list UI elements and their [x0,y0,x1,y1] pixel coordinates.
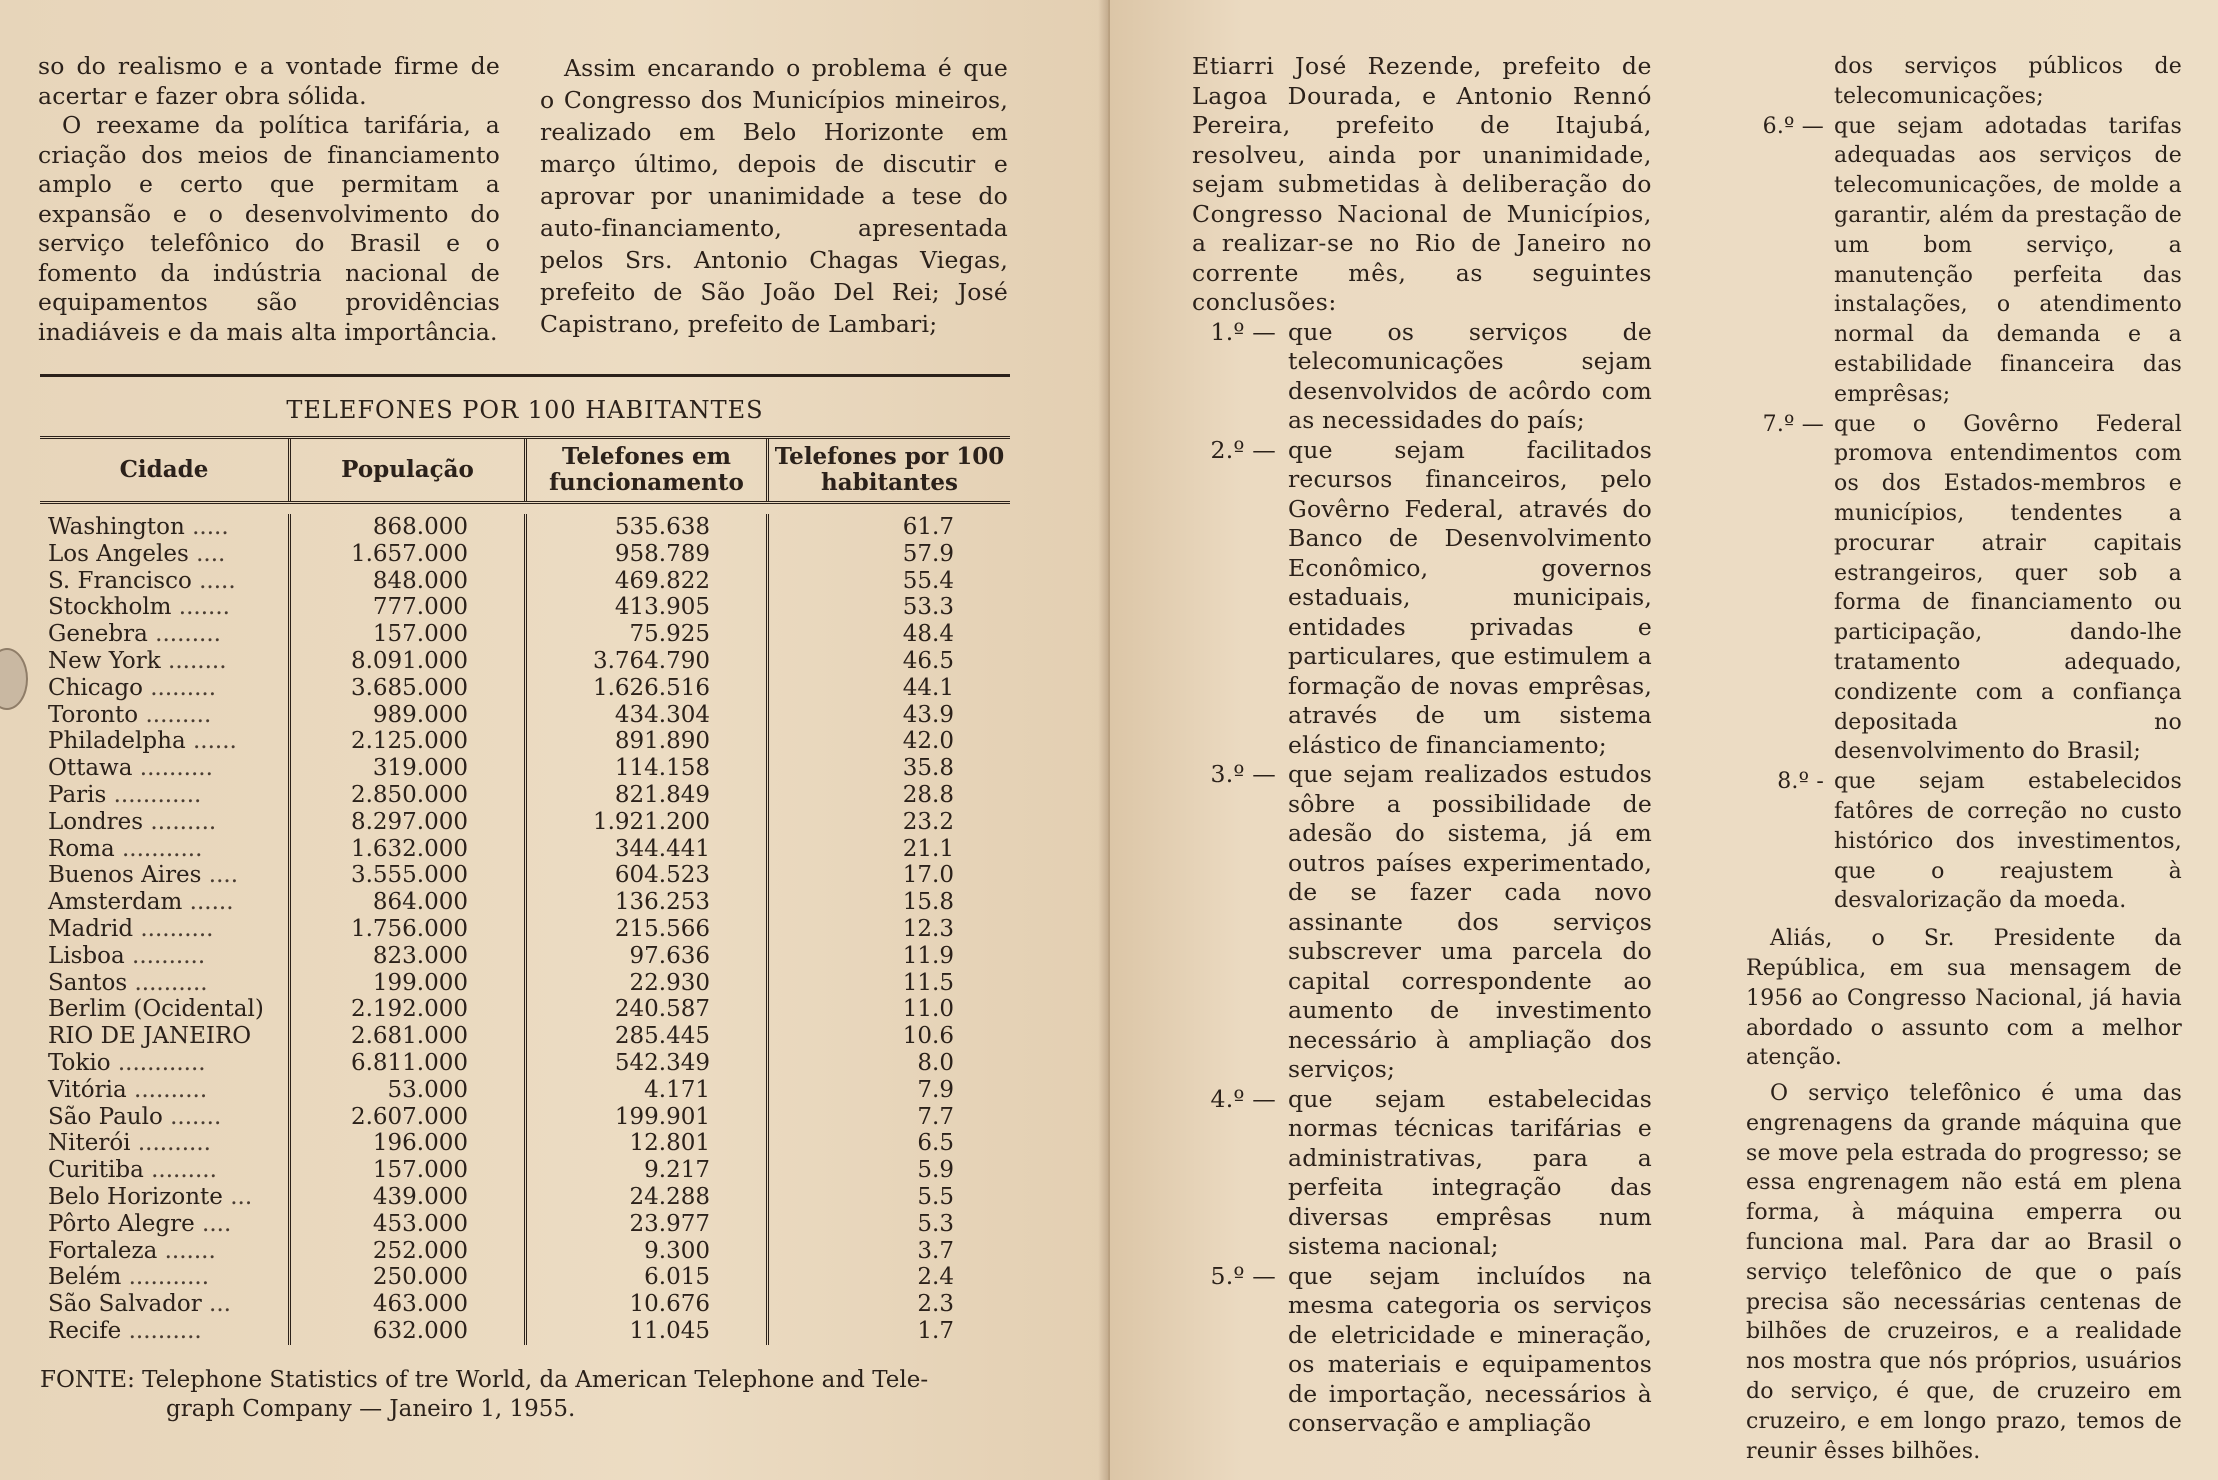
table-cell-population: 632.000 [372,1317,468,1344]
city-name: Vitória [48,1076,127,1103]
source-line-1: FONTE: Telephone Statistics of tre World, da American Telephone and Tele- [40,1367,929,1393]
table-cell-phones: 958.789 [614,540,710,567]
leader-dots: ....... [162,1103,222,1130]
table-title: TELEFONES POR 100 HABITANTES [286,396,764,424]
table-cell-per100: 11.5 [902,969,954,996]
leader-dots: ....... [171,594,230,621]
table-cell-population: 3.685.000 [350,674,468,701]
table-cell-city [48,1264,288,1291]
list-item-text: que os serviços de telecomunicações sejam desenvolvidos de acôrdo com as necessidades do país; [1288,317,1652,434]
table-cell-population: 53.000 [387,1076,468,1103]
table-cell-city [48,809,288,836]
city-name: New York [48,647,161,674]
list-item-text: que sejam incluídos na mesma categoria os serviços de eletricidade e mineração, os materiais e equipamentos de importação, necessários à conservação e ampliação [1288,1261,1652,1437]
table-cell-population: 157.000 [372,621,468,648]
leader-dots: .......... [130,1130,211,1157]
table-cell-city [48,1238,288,1265]
leader-dots: ...... [185,728,237,755]
city-name: Washington [48,514,185,540]
table-cell-per100: 1.7 [917,1317,954,1344]
leader-dots: ..... [184,514,229,540]
population-column [288,514,524,1345]
table-cell-population: 1.657.000 [350,540,468,567]
table-cell-city [48,728,288,755]
per100-column [766,514,1010,1345]
table-cell-population: 8.091.000 [350,647,468,674]
table-cell-city [48,1104,288,1131]
leader-dots: .......... [133,915,214,942]
city-name: Los Angeles [48,540,189,567]
list-item [1192,318,1652,436]
left-text-column-2 [540,52,1008,340]
table-cell-per100: 7.9 [917,1076,954,1103]
table-cell-city [48,889,288,916]
table-cell-per100: 28.8 [902,781,954,808]
city-name: Ottawa [48,755,133,782]
list-item [1192,436,1652,761]
table-cell-population: 453.000 [372,1210,468,1237]
paragraph: Aliás, o Sr. Presidente da República, em sua mensagem de 1956 ao Congresso Nacional, já havia abordado o assunto com a melhor atenção. [1746,926,2182,1071]
city-name: Recife [48,1317,122,1344]
leader-dots: .... [201,862,239,889]
left-text-column-1 [38,52,500,347]
table-cell-per100: 15.8 [902,889,954,916]
table-cell-phones: 3.764.790 [592,647,710,674]
city-name: Philadelpha [48,728,186,755]
table-cell-city [48,1130,288,1157]
list-item-text: que sejam estabelecidas normas técnicas tarifárias e administrativas, para a perfeita integração das diversas emprêsas num sistema nacional; [1288,1084,1652,1260]
leader-dots: ........ [160,647,227,674]
table-cell-per100: 17.0 [902,862,954,889]
table-cell-phones: 6.015 [644,1264,710,1291]
leader-dots: ......... [143,1157,217,1184]
table-cell-city [48,1050,288,1077]
leader-dots: ............ [106,781,202,808]
city-name: Santos [48,969,128,996]
table-cell-phones: 1.626.516 [592,674,710,701]
list-item [1192,760,1652,1085]
table-cell-phones: 75.925 [629,621,710,648]
city-name: Paris [48,781,107,808]
table-cell-phones: 23.977 [629,1210,710,1237]
table-cell-phones: 136.253 [614,889,710,916]
table-cell-city [48,594,288,621]
table-cell-phones: 24.288 [629,1183,710,1210]
table-cell-phones: 97.636 [629,942,710,969]
paragraph: Etiarri José Rezende, prefeito de Lagoa Dourada, e Antonio Rennó Pereira, prefeito de Itajubá, resolveu, ainda por unanimidade, sejam submetidas à deliberação do Congresso Nacional de Municípios, a realizar-se no Rio de Janeiro no corrente mês, as seguintes conclusões: [1192,52,1652,316]
leader-dots: .......... [126,1076,208,1103]
city-name: Niterói [48,1130,131,1157]
table-cell-phones: 469.822 [614,567,710,594]
table-cell-city [48,755,288,782]
table-cell-city [48,916,288,943]
table-cell-per100: 11.9 [902,942,954,969]
table-cell-city [48,568,288,595]
table-cell-city [48,514,288,541]
table-cell-city [48,1157,288,1184]
list-item-number: 3.º — [1210,760,1276,788]
leader-dots: ..... [191,567,236,594]
city-name: São Salvador [48,1291,202,1318]
table-cell-population: 1.756.000 [350,915,468,942]
table-cell-population: 3.555.000 [350,862,468,889]
table-source [40,1366,1020,1424]
paragraph: Assim encarando o problema é que o Congresso dos Municípios mineiros, realizado em Belo Horizonte em março último, depois de discutir e aprovar por unanimidade a tese do auto-financiamento, apresentada pelos Srs. Antonio Chagas Viegas, prefeito de São João Del Rei; José Capistrano, prefeito de Lambari; [540,54,1008,338]
leader-dots: ... [222,1183,253,1210]
conclusions-list-1 [1192,318,1652,1439]
list-item [1192,1085,1652,1262]
table-cell-phones: 604.523 [614,862,710,889]
table-cell-population: 6.811.000 [350,1049,468,1076]
paragraph: so do realismo e a vontade firme de acertar e fazer obra sólida. [38,52,500,110]
table-cell-population: 250.000 [372,1264,468,1291]
leader-dots: .... [188,540,226,567]
city-name: Belo Horizonte [48,1183,223,1210]
header-cidade: Cidade [119,456,209,483]
source-line-2: graph Company — Janeiro 1, 1955. [166,1396,576,1422]
city-name: RIO DE JANEIRO [48,1023,252,1050]
table-cell-phones: 535.638 [614,514,710,540]
city-name: Tokio [48,1049,111,1076]
table-cell-per100: 44.1 [902,674,954,701]
table-cell-population: 157.000 [372,1157,468,1184]
table-cell-population: 823.000 [372,942,468,969]
leader-dots: ......... [147,621,221,648]
list-item-number: 2.º — [1210,435,1276,464]
city-name: Londres [48,808,144,835]
list-item-number: 8.º - [1777,769,1824,795]
table-cell-population: 196.000 [372,1130,468,1157]
table-cell-city [48,1023,288,1050]
table-cell-phones: 11.045 [629,1317,710,1344]
table-cell-phones: 199.901 [614,1103,710,1130]
table-cell-city [48,1211,288,1238]
paragraph: O serviço telefônico é uma das engrenagens da grande máquina que se move pela estrada do progresso; se essa engrenagem não está em plena forma, à máquina emperra ou funciona mal. Para dar ao Brasil o serviço telefônico de que o país precisa são necessárias centenas de bilhões de cruzeiros, e a realidade nos mostra que nós próprios, usuários do serviço, é que, de cruzeiro em cruzeiro, e em longo prazo, temos de reunir êsses bilhões. [1746,1081,2182,1464]
table-cell-per100: 3.7 [917,1237,954,1264]
conclusions-list-2 [1746,112,2182,917]
table-cell-phones: 891.890 [614,728,710,755]
city-name: Curitiba [48,1157,144,1184]
city-name: Pôrto Alegre [48,1210,195,1237]
table-cell-per100: 46.5 [902,647,954,674]
section-divider [40,374,1010,377]
right-text-column-1 [1192,52,1652,1439]
table-cell-population: 2.607.000 [350,1103,468,1130]
list-item-number: 4.º — [1210,1084,1276,1113]
list-item-text: que sejam realizados estudos sôbre a possibilidade de adesão do sistema, já em outros países experimentado, de se fazer cada novo assinante dos serviços subscrever uma parcela do capital correspondente ao aumento de investimento necessário à ampliação dos serviços; [1288,760,1652,1083]
table-cell-per100: 35.8 [902,755,954,782]
leader-dots: .......... [121,1317,202,1344]
city-name: São Paulo [48,1103,163,1130]
table-cell-population: 777.000 [372,594,468,621]
list-item-number: 6.º — [1762,113,1824,139]
header-telefones-por-100: Telefones por 100 habitantes [766,439,1010,501]
city-name: Stockholm [48,594,172,621]
table-cell-phones: 434.304 [614,701,710,728]
leader-dots: ...... [182,889,234,916]
list-item [1746,767,2182,916]
table-cell-city [48,648,288,675]
table-cell-per100: 23.2 [902,808,954,835]
table-cell-per100: 48.4 [902,621,954,648]
table-cell-population: 864.000 [372,889,468,916]
table-cell-per100: 2.3 [917,1291,954,1318]
phones-column [524,514,766,1345]
table-cell-per100: 53.3 [902,594,954,621]
list-item-number: 1.º — [1210,317,1276,346]
table-cell-phones: 9.300 [644,1237,710,1264]
list-continuation: dos serviços públicos de telecomunicações; [1834,54,2182,109]
list-item [1192,1262,1652,1439]
table-cell-phones: 10.676 [629,1291,710,1318]
table-cell-city [48,1291,288,1318]
table-header [40,439,1010,504]
table-cell-population: 8.297.000 [350,808,468,835]
leader-dots: ......... [142,674,217,701]
list-item-text: que o Govêrno Federal promova entendimentos com os dos Estados-membros e municípios, tendentes a procurar atrair capitais estrangeiros, quer sob a forma de financiamento ou participação, dando-lhe tratamento adequado, condizente com a confiança depositada no desenvolvimento do Brasil; [1834,411,2182,765]
table-cell-population: 463.000 [372,1291,468,1318]
table-cell-population: 2.192.000 [350,996,468,1023]
table-cell-per100: 55.4 [902,567,954,594]
list-item [1746,112,2182,410]
table-cell-city [48,943,288,970]
table-cell-population: 2.850.000 [350,781,468,808]
table-cell-per100: 8.0 [917,1049,954,1076]
table-cell-city [48,1318,288,1345]
list-item-number: 5.º — [1210,1261,1276,1290]
city-name: Genebra [48,621,148,648]
table-cell-per100: 6.5 [917,1130,954,1157]
table-cell-city [48,782,288,809]
table-cell-population: 319.000 [372,755,468,782]
table-cell-city [48,862,288,889]
table-cell-city [48,621,288,648]
list-item-text: que sejam facilitados recursos financeiros, pelo Govêrno Federal, através do Banco de Desenvolvimento Econômico, governos estaduais, municipais, entidades privadas e particulares, que estimulem a formação de novas emprêsas, através de um sistema elástico de financiamento; [1288,435,1652,759]
city-name: Belém [48,1264,122,1291]
table-cell-per100: 61.7 [902,514,954,540]
table-cell-city [48,541,288,568]
right-page [1110,0,2218,1480]
table-cell-city [48,970,288,997]
table-cell-population: 252.000 [372,1237,468,1264]
table-cell-phones: 9.217 [644,1157,710,1184]
table-cell-per100: 57.9 [902,540,954,567]
table-cell-phones: 344.441 [614,835,710,862]
city-name: Chicago [48,674,143,701]
table-cell-population: 2.681.000 [350,1023,468,1050]
table-cell-phones: 285.445 [614,1023,710,1050]
right-text-column-2 [1746,52,2182,1466]
table-cell-per100: 21.1 [902,835,954,862]
table-cell-city [48,1184,288,1211]
leader-dots: .......... [132,755,213,782]
leader-dots: ... [201,1291,231,1318]
list-item [1746,410,2182,768]
list-item-number: 7.º — [1762,411,1824,437]
city-name: Lisboa [48,942,125,969]
phones-table [40,436,1010,1345]
leader-dots: ......... [138,701,212,728]
table-cell-population: 848.000 [372,567,468,594]
city-name: S. Francisco [48,567,192,594]
leader-dots: ....... [157,1237,216,1264]
table-cell-population: 868.000 [372,514,468,540]
table-cell-phones: 542.349 [614,1049,710,1076]
list-item-text: que sejam adotadas tarifas adequadas aos serviços de telecomunicações, de molde a garantir, além da prestação de um bom serviço, a manutenção perfeita das instalações, o atendimento normal da demanda e a estabilidade financeira das emprêsas; [1834,113,2182,407]
table-cell-population: 199.000 [372,969,468,996]
table-body [40,504,1010,1345]
table-cell-phones: 821.849 [614,781,710,808]
city-name: Amsterdam [48,889,183,916]
table-cell-city [48,675,288,702]
table-cell-population: 439.000 [372,1183,468,1210]
city-column [40,514,288,1345]
city-name: Berlim (Ocidental) [48,996,264,1023]
leader-dots: .......... [127,969,208,996]
table-cell-phones: 12.801 [629,1130,710,1157]
list-item-text: que sejam estabelecidos fatôres de correção no custo histórico dos investimentos, que o reajustem à desvalorização da moeda. [1834,769,2182,914]
binder-hole-icon [0,648,28,710]
table-cell-per100: 5.3 [917,1210,954,1237]
leader-dots: ............ [110,1049,206,1076]
table-cell-phones: 215.566 [614,915,710,942]
table-cell-per100: 43.9 [902,701,954,728]
table-cell-per100: 12.3 [902,915,954,942]
table-cell-city [48,1077,288,1104]
city-name: Toronto [48,701,139,728]
table-cell-per100: 5.5 [917,1183,954,1210]
paragraph: O reexame da política tarifária, a criação dos meios de financiamento amplo e certo que permitam a expansão e o desenvolvimento do serviço telefônico do Brasil e o fomento da indústria nacional de equipamentos são providências inadiáveis e da mais alta importância. [38,111,500,346]
table-cell-per100: 10.6 [902,1023,954,1050]
city-name: Fortaleza [48,1237,158,1264]
table-cell-phones: 114.158 [614,755,710,782]
table-cell-city [48,702,288,729]
table-cell-phones: 240.587 [614,996,710,1023]
table-cell-per100: 7.7 [917,1103,954,1130]
city-name: Roma [48,835,115,862]
table-cell-city [48,996,288,1023]
leader-dots: .... [194,1210,232,1237]
table-cell-city [48,836,288,863]
table-cell-per100: 42.0 [902,728,954,755]
table-cell-phones: 22.930 [629,969,710,996]
table-cell-per100: 2.4 [917,1264,954,1291]
left-page [0,0,1108,1480]
leader-dots: ........... [121,1264,210,1291]
table-cell-per100: 11.0 [902,996,954,1023]
leader-dots: .......... [124,942,206,969]
table-cell-population: 989.000 [372,701,468,728]
table-cell-phones: 1.921.200 [592,808,710,835]
table-cell-population: 2.125.000 [350,728,468,755]
city-name: Madrid [48,915,134,942]
leader-dots: ......... [143,808,217,835]
table-cell-population: 1.632.000 [350,835,468,862]
table-cell-phones: 413.905 [614,594,710,621]
table-cell-per100: 5.9 [917,1157,954,1184]
header-populacao: População [288,439,524,501]
table-cell-phones: 4.171 [644,1076,710,1103]
header-telefones-funcionamento: Telefones em funcionamento [524,439,766,501]
city-name: Buenos Aires [48,862,202,889]
leader-dots: ........... [114,835,203,862]
